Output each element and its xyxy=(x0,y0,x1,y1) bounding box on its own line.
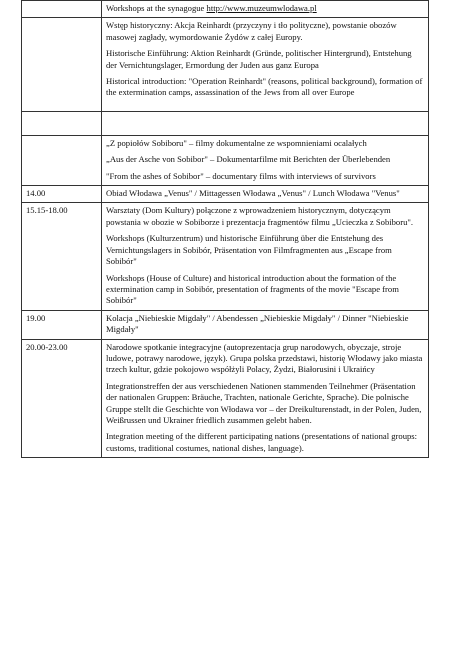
table-row xyxy=(22,135,429,185)
paragraph-pl: „Z popiołów Sobiboru" – filmy dokumentalne ze wspomnieniami ocalałych xyxy=(106,137,367,148)
table-row xyxy=(22,1,429,18)
activity-cell xyxy=(102,339,429,458)
paragraph-en: Workshops (House of Culture) and historical introduction about the formation of the extermination camp in Sobibór, presentation of fragments of the movie "Escape from Sobibór" xyxy=(106,272,399,306)
paragraph-pl: Wstęp historyczny: Akcja Reinhardt (przyczyny i tło polityczne), powstanie obozów masowej zagłady, wymordowanie Żydów z całej Europy. xyxy=(106,20,397,42)
activity-cell xyxy=(102,203,429,310)
paragraph-de: Historische Einführung: Aktion Reinhardt (Gründe, politischer Hintergrund), Entstehung der Vernichtungslager, Ermordung der Juden aus ganz Europa xyxy=(106,48,412,70)
paragraph-de: Integrationstreffen der aus verschiedenen Nationen stammenden Teilnehmer (Präsentation der nationalen Gruppen: Bräuche, Trachten, nationale Gerichte, Sprache). Die polnische Gruppe stellt die Geschichte von Włodawa vor – der Dreikulturenstadt, in der Polen, Juden, Weißrussen und Ukrainer friedlich zusammen gelebt haben. xyxy=(106,380,422,425)
activity-cell xyxy=(102,18,429,111)
time-cell: 20.00-23.00 xyxy=(22,339,102,458)
paragraph-de: Workshops (Kulturzentrum) und historische Einführung über die Entstehung des Vernichtungslagers in Sobibór, Präsentation von Filmfragmenten aus „Escape from Sobibór" xyxy=(106,233,392,267)
time-cell xyxy=(22,1,102,18)
time-cell xyxy=(22,135,102,185)
time-cell xyxy=(22,111,102,135)
paragraph-pl: Warsztaty (Dom Kultury) połączone z wprowadzeniem historycznym, dotyczącym powstania w obozie w Sobiborze i prezentacja fragmentów filmu „Ucieczka z Sobiboru". xyxy=(106,205,414,227)
table-row xyxy=(22,310,429,339)
time-cell: 14.00 xyxy=(22,186,102,203)
paragraph-en: Historical introduction: "Operation Reinhardt" (reasons, political background), formation of the extermination camps, assassination of the Jews from all over Europe xyxy=(106,76,423,98)
paragraph-dinner: Kolacja „Niebieskie Migdały" / Abendessen „Niebieskie Migdały" / Dinner "Niebieskie Migdały" xyxy=(106,312,409,335)
table-row xyxy=(22,111,429,135)
museum-link[interactable]: http://www.muzeumwlodawa.pl xyxy=(206,3,317,13)
table-row xyxy=(22,18,429,111)
paragraph-en: "From the ashes of Sobibor" – documentary films with interviews of survivors xyxy=(106,170,376,181)
table-row xyxy=(22,339,429,458)
schedule-table xyxy=(21,0,429,458)
time-cell: 19.00 xyxy=(22,310,102,339)
activity-cell xyxy=(102,1,429,18)
activity-cell xyxy=(102,135,429,185)
time-cell xyxy=(22,18,102,111)
paragraph-de: „Aus der Asche von Sobibor" – Dokumentarfilme mit Berichten der Überlebenden xyxy=(106,154,391,165)
workshop-label: Workshops at the synagogue xyxy=(106,3,205,13)
activity-cell xyxy=(102,310,429,339)
table-row xyxy=(22,203,429,310)
paragraph-lunch: Obiad Włodawa „Venus" / Mittagessen Włodawa „Venus" / Lunch Włodawa "Venus" xyxy=(106,188,400,199)
paragraph-pl: Narodowe spotkanie integracyjne (autoprezentacja grup narodowych, obyczaje, stroje ludowe, potrawy narodowe, język). Grupa polska przedstawi, historię Włodawy jako miasta trzech kultur, gdzie pokojowo współżyli Polacy, Żydzi, Białorusini i Ukraińcy xyxy=(106,341,423,375)
activity-cell xyxy=(102,111,429,135)
table-row xyxy=(22,186,429,203)
activity-cell xyxy=(102,186,429,203)
time-cell: 15.15-18.00 xyxy=(22,203,102,310)
paragraph-en: Integration meeting of the different participating nations (presentations of national groups: customs, traditional costumes, national dishes, language). xyxy=(106,431,418,453)
